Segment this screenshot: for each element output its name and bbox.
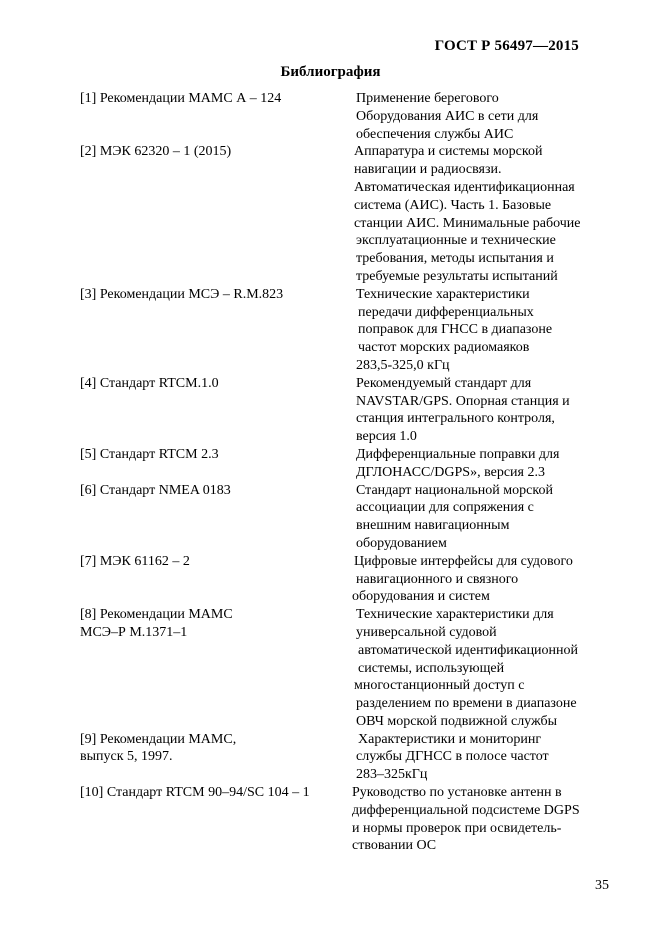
description-line: ОВЧ морской подвижной службы — [356, 713, 558, 729]
description-line: 283–325кГц — [356, 767, 428, 783]
reference-line: [7] МЭК 61162 – 2 — [80, 553, 190, 569]
entry-reference — [80, 375, 352, 393]
page-number: 35 — [595, 878, 609, 893]
description-line: системы, использующей — [358, 660, 505, 676]
description-line: оборудования и систем — [352, 589, 490, 605]
description-line: Оборудования АИС в сети для — [356, 108, 539, 124]
reference-line: [4] Стандарт RTCM.1.0 — [80, 375, 219, 391]
description-line: Стандарт национальной морской — [356, 482, 553, 498]
reference-line: [3] Рекомендации МСЭ – R.M.823 — [80, 286, 284, 302]
bibliography-entry — [80, 731, 620, 784]
description-line: Руководство по установке антенн в — [352, 785, 562, 801]
entry-description — [352, 90, 614, 143]
description-line: NAVSTAR/GPS. Опорная станция и — [356, 393, 570, 409]
description-line: и нормы проверок при освидетель- — [352, 820, 562, 836]
description-line: дифференциальной подсистеме DGPS — [352, 802, 580, 818]
bibliography-entry — [80, 784, 620, 855]
entry-reference — [80, 784, 352, 802]
entry-description — [352, 731, 614, 784]
description-line: частот морских радиомаяков — [358, 340, 530, 356]
bibliography-entry — [80, 482, 620, 553]
description-line: Автоматическая идентификационная — [354, 179, 575, 195]
description-line: Технические характеристики для — [356, 607, 554, 623]
reference-line: выпуск 5, 1997. — [80, 749, 173, 765]
reference-line: [2] МЭК 62320 – 1 (2015) — [80, 144, 232, 160]
entry-description — [352, 553, 614, 606]
reference-line: [6] Стандарт NMEA 0183 — [80, 482, 231, 498]
bibliography-entry — [80, 446, 620, 482]
description-line: ассоциации для сопряжения с — [356, 500, 534, 516]
description-line: Аппаратура и системы морской — [354, 144, 543, 160]
entry-description — [352, 482, 614, 553]
description-line: требования, методы испытания и — [356, 251, 554, 267]
description-line: ДГЛОНАСС/DGPS», версия 2.3 — [356, 464, 545, 480]
description-line: оборудованием — [356, 535, 447, 551]
description-line: система (АИС). Часть 1. Базовые — [354, 197, 552, 213]
description-line: ствовании ОС — [352, 838, 437, 854]
description-line: Технические характеристики — [356, 286, 530, 302]
description-line: поправок для ГНСС в диапазоне — [358, 322, 553, 338]
description-line: версия 1.0 — [356, 429, 417, 445]
bibliography-list — [80, 90, 620, 855]
reference-line: [9] Рекомендации МАМС, — [80, 731, 237, 747]
entry-description — [352, 446, 614, 482]
bibliography-entry — [80, 606, 620, 731]
description-line: разделением по времени в диапазоне — [356, 696, 577, 712]
description-line: обеспечения службы АИС — [356, 126, 514, 142]
reference-line: [5] Стандарт RTCM 2.3 — [80, 446, 219, 462]
entry-reference — [80, 482, 352, 500]
entry-reference — [80, 731, 352, 767]
description-line: требуемые результаты испытаний — [356, 268, 558, 284]
description-line: передачи дифференциальных — [358, 304, 534, 320]
description-line: эксплуатационные и технические — [356, 233, 556, 249]
description-line: Рекомендуемый стандарт для — [356, 375, 532, 391]
description-line: навигационного и связного — [356, 571, 519, 587]
entry-reference — [80, 286, 352, 304]
reference-line: [10] Стандарт RTCM 90–94/SC 104 – 1 — [80, 785, 310, 801]
bibliography-entry — [80, 375, 620, 446]
description-line: Характеристики и мониторинг — [358, 731, 542, 747]
description-line: многостанционный доступ с — [354, 678, 525, 694]
description-line: службы ДГНСС в полосе частот — [356, 749, 549, 765]
entry-description — [352, 784, 614, 855]
bibliography-entry — [80, 143, 620, 285]
description-line: станция интегрального контроля, — [356, 411, 555, 427]
bibliography-entry — [80, 90, 620, 143]
section-title: Библиография — [280, 64, 381, 80]
description-line: Применение берегового — [356, 91, 499, 106]
entry-description — [352, 286, 614, 375]
description-line: станции АИС. Минимальные рабочие — [354, 215, 581, 231]
bibliography-entry — [80, 286, 620, 375]
description-line: внешним навигационным — [356, 518, 510, 534]
description-line: автоматической идентификационной — [358, 642, 579, 658]
description-line: навигации и радиосвязи. — [354, 162, 502, 178]
entry-reference — [80, 143, 352, 161]
entry-description — [352, 143, 614, 285]
entry-description — [352, 606, 614, 731]
description-line: универсальной судовой — [356, 624, 497, 640]
entry-description — [352, 375, 614, 446]
description-line: 283,5-325,0 кГц — [356, 357, 450, 373]
reference-line: [1] Рекомендации МАМС А – 124 — [80, 91, 282, 106]
description-line: Цифровые интерфейсы для судового — [354, 553, 573, 569]
bibliography-entry — [80, 553, 620, 606]
entry-reference — [80, 553, 352, 571]
reference-line: [8] Рекомендации МАМС — [80, 607, 233, 623]
entry-reference — [80, 446, 352, 464]
document-header: ГОСТ Р 56497—2015 — [434, 38, 579, 54]
entry-reference — [80, 606, 352, 642]
reference-line: МСЭ–Р М.1371–1 — [80, 624, 188, 640]
description-line: Дифференциальные поправки для — [356, 446, 560, 462]
entry-reference — [80, 90, 352, 108]
